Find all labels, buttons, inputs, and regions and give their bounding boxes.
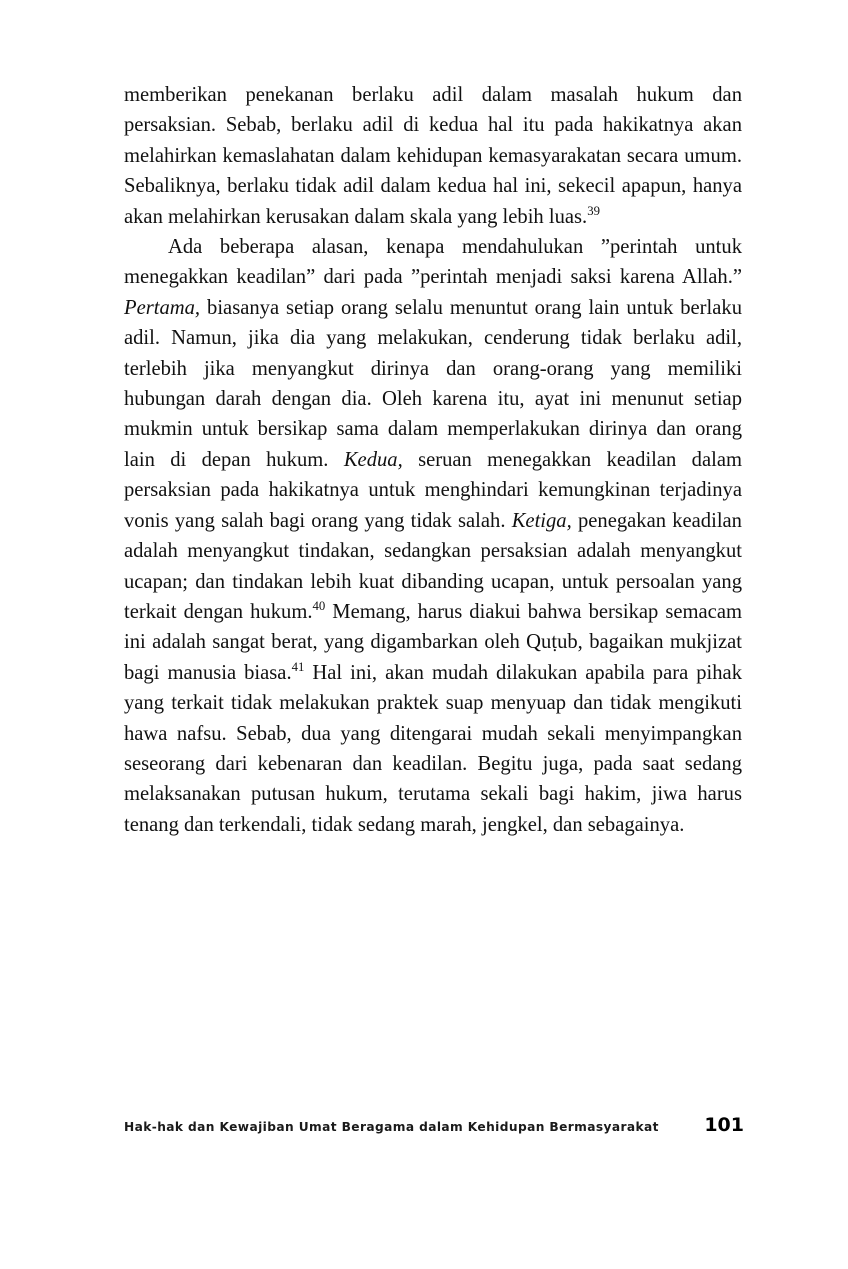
footnote-marker: 39 <box>587 203 600 218</box>
text-run: seruan menegakkan keadilan dalam persaksian pada hakikatnya untuk menghindari kemungkinan terjadinya vonis yang salah bagi orang yang tidak salah. <box>124 448 742 532</box>
text-run: Ada beberapa alasan, kenapa mendahulukan ”perintah untuk menegakkan keadilan” dari pada ”perintah menjadi saksi karena Allah.” <box>124 236 742 289</box>
body-text <box>124 80 742 840</box>
emphasis-text: Ketiga, <box>511 509 572 532</box>
emphasis-text: Kedua, <box>343 448 403 471</box>
footnote-marker: 41 <box>291 659 305 674</box>
emphasis-text: Pertama, <box>124 296 201 319</box>
text-run: Hal ini, akan mudah dilakukan apabila para pihak yang terkait tidak melakukan praktek suap menyuap dan tidak mengikuti hawa nafsu. Sebab, dua yang ditengarai mudah sekali menyimpangkan seseorang dari kebenaran dan keadilan. Begitu juga, pada saat sedang melaksanakan putusan hukum, terutama sekali bagi hakim, jiwa harus tenang dan terkendali, tidak sedang marah, jengkel, dan sebagainya. <box>124 661 742 836</box>
footnote-marker: 40 <box>312 599 326 614</box>
text-run: biasanya setiap orang selalu menuntut orang lain untuk berlaku adil. Namun, jika dia yang melakukan, cenderung tidak berlaku adil, terlebih jika menyangkut dirinya dan orang-orang yang memiliki hubungan darah dengan dia. Oleh karena itu, ayat ini menunut setiap mukmin untuk bersikap sama dalam memperlakukan dirinya dan orang lain di depan hukum. <box>124 296 742 471</box>
para-continued <box>124 80 742 232</box>
text-run: Memang, harus diakui bahwa bersikap semacam ini adalah sangat berat, yang digambarkan oleh Quṭub, bagaikan mukjizat bagi manusia biasa. <box>124 600 742 684</box>
text-run: penegakan keadilan adalah menyangkut tindakan, sedangkan persaksian adalah menyangkut ucapan; dan tindakan lebih kuat dibanding ucapan, untuk persoalan yang terkait dengan hukum. <box>124 509 742 623</box>
page-footer <box>124 1114 744 1136</box>
page-number: 101 <box>704 1114 744 1136</box>
para-alasan <box>124 232 742 840</box>
page-body <box>124 80 742 840</box>
running-title: Hak-hak dan Kewajiban Umat Beragama dalam Kehidupan Bermasyarakat <box>124 1120 659 1134</box>
text-run: memberikan penekanan berlaku adil dalam masalah hukum dan persaksian. Sebab, berlaku adil di kedua hal itu pada hakikatnya akan melahirkan kemaslahatan dalam kehidupan kemasyarakatan secara umum. Sebaliknya, berlaku tidak adil dalam kedua hal ini, sekecil apapun, hanya akan melahirkan kerusakan dalam skala yang lebih luas. <box>124 84 742 228</box>
